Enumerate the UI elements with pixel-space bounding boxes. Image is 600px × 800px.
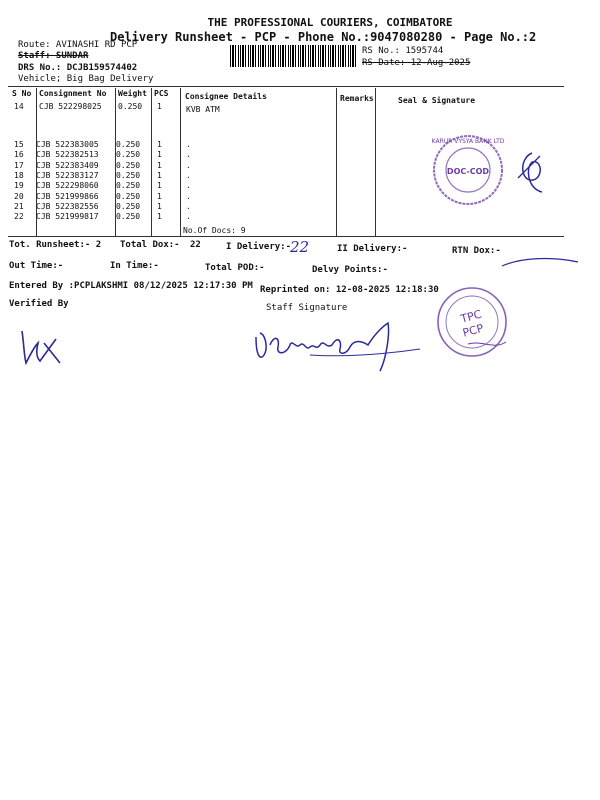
row-sno: 17 — [14, 160, 24, 170]
row-sno: 20 — [14, 191, 24, 201]
col-header-pcs: PCS — [154, 89, 169, 98]
row-weight: 0.250 — [116, 212, 141, 222]
entered-by: Entered By :PCPLAKSHMI 08/12/2025 12:17:30 PM — [9, 281, 253, 291]
staff-signature-icon — [250, 315, 425, 375]
row-pcs: 1 — [157, 170, 162, 180]
row-details: . — [186, 191, 191, 201]
col-divider-3 — [151, 88, 152, 236]
row-pcs: 1 — [157, 191, 162, 201]
col-header-sno: S No — [12, 89, 32, 98]
row-weight: 0.250 — [116, 160, 141, 170]
row-details: . — [186, 181, 191, 191]
row-consignment: CJB 521999866 — [36, 191, 99, 201]
row-pcs: 1 — [157, 150, 162, 160]
tpc-stamp-icon — [432, 284, 512, 364]
row-sno: 15 — [14, 140, 24, 149]
row-sno: 21 — [14, 201, 24, 211]
total-pod-label: Total POD:- — [205, 263, 265, 273]
row-details: . — [186, 140, 191, 149]
row-details: . — [186, 150, 191, 160]
table-top-border — [8, 86, 564, 87]
row-weight: 0.250 — [116, 191, 141, 201]
row-sno: 22 — [14, 212, 24, 222]
col-header-consignee: Consignee Details — [185, 92, 267, 101]
row-pcs: 1 — [157, 181, 162, 191]
row-consignment: CJB 522383127 — [36, 170, 99, 180]
row-details: KVB ATM — [186, 105, 220, 114]
row-pcs: 1 — [157, 140, 162, 149]
col-header-seal: Seal & Signature — [398, 96, 476, 105]
row-details: . — [186, 160, 191, 170]
row-details: . — [186, 201, 191, 211]
rs-number: RS No.: 1595744 — [362, 46, 444, 56]
row-weight: 0.250 — [116, 170, 141, 180]
col-divider-6 — [375, 88, 376, 236]
i-delivery-label: I Delivery:- — [226, 242, 292, 252]
row-weight: 0.250 — [116, 140, 141, 149]
row-consignment: CJB 522383005 — [36, 140, 99, 149]
row-consignment: CJB 522383409 — [36, 160, 99, 170]
i-delivery-handwritten: 22 — [290, 238, 310, 256]
vehicle-label: Vehicle; Big Bag Delivery — [18, 74, 154, 84]
col-header-remarks: Remarks — [340, 94, 374, 103]
row-consignment: CJB 522382556 — [36, 201, 99, 211]
reprinted-on: Reprinted on: 12-08-2025 12:18:30 — [260, 285, 439, 295]
row-pcs: 1 — [157, 160, 162, 170]
in-time-label: In Time:- — [110, 261, 159, 271]
row-details: . — [186, 212, 191, 222]
col-header-consignment: Consignment No — [39, 89, 107, 98]
total-dox-label: Total Dox:- — [120, 240, 180, 250]
pcp-stamp-text: PCP — [461, 321, 485, 340]
out-time-label: Out Time:- — [9, 261, 64, 271]
ii-delivery-label: II Delivery:- — [337, 244, 408, 254]
bank-stamp-icon — [428, 128, 508, 208]
rtn-dox-label: RTN Dox:- — [452, 246, 501, 256]
row-weight: 0.250 — [116, 181, 141, 191]
barcode — [230, 45, 356, 67]
rtn-dox-scribble — [500, 252, 580, 272]
verified-by: Verified By — [9, 299, 69, 309]
delvy-points-label: Delvy Points:- — [312, 265, 388, 275]
row-consignment: CJB 522298025 — [39, 102, 102, 111]
total-dox-value: 22 — [190, 240, 201, 250]
tpc-stamp-text: TPC — [459, 307, 483, 326]
company-title: THE PROFESSIONAL COURIERS, COIMBATORE — [207, 16, 453, 29]
table-bottom-border — [8, 236, 564, 237]
seal-signature-icon — [512, 148, 552, 198]
drs-number: DRS No.: DCJB159574402 — [18, 63, 138, 73]
row-pcs: 1 — [157, 212, 162, 222]
row-sno: 19 — [14, 181, 24, 191]
route-label: Route: AVINASHI RD PCP — [18, 40, 138, 50]
staff-label: Staff: SUNDAR — [18, 51, 89, 61]
bank-stamp-code: DOC-COD — [446, 167, 490, 176]
row-sno: 18 — [14, 170, 24, 180]
row-sno: 16 — [14, 150, 24, 160]
row-weight: 0.250 — [118, 102, 143, 111]
row-pcs: 1 — [157, 201, 162, 211]
verified-signature-icon — [14, 325, 74, 370]
runsheet-title: Delivery Runsheet - PCP - Phone No.:9047080280 - Page No.:2 — [110, 30, 537, 44]
col-divider-4 — [180, 88, 181, 236]
row-sno: 14 — [14, 102, 24, 111]
row-weight: 0.250 — [116, 150, 141, 160]
row-weight: 0.250 — [116, 201, 141, 211]
row-details: . — [186, 170, 191, 180]
row-pcs: 1 — [157, 102, 162, 111]
row-consignment: CJB 522382513 — [36, 150, 99, 160]
tot-runsheet: Tot. Runsheet:- 2 — [9, 240, 102, 250]
rs-date: RS Date: 12-Aug-2025 — [362, 58, 471, 68]
row-consignment: CJB 522298060 — [36, 181, 99, 191]
col-header-weight: Weight — [118, 89, 147, 98]
bank-stamp-text: KARUR VYSYA BANK LTD — [431, 138, 505, 145]
no-of-docs: No.Of Docs: 9 — [183, 226, 246, 235]
staff-signature-label: Staff Signature — [266, 303, 348, 313]
col-divider-5 — [336, 88, 337, 236]
row-consignment: CJB 521999817 — [36, 212, 99, 222]
